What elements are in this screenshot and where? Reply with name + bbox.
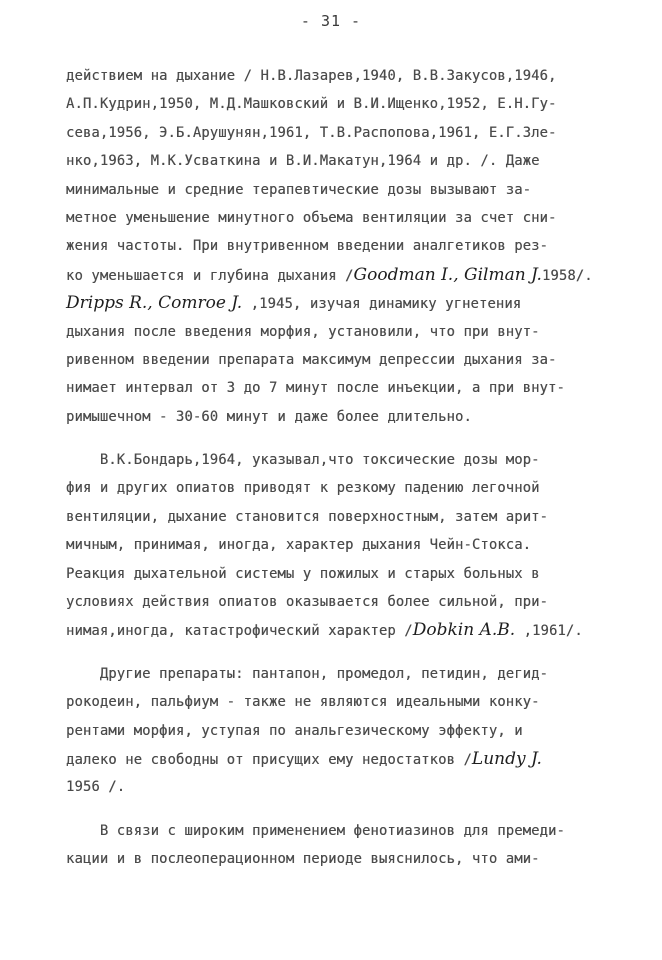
typed-text: 1956 /. [66, 779, 126, 796]
handwritten-citation: Lundy J. [471, 748, 542, 769]
typed-text: рокодеин, пальфиум - также не являются идеальными конку- [66, 694, 540, 711]
text-line [66, 773, 626, 801]
typed-text: жения частоты. При внутривенном введении аналгетиков рез- [66, 238, 549, 255]
typed-text: метное уменьшение минутного объема вентиляции за счет сни- [66, 209, 557, 226]
typed-text: нимая,иногда, катастрофический характер / [66, 623, 413, 640]
typed-text: ривенном введении препарата максимум депрессии дыхания за- [66, 351, 557, 368]
typed-text: дыхания после введения морфия, установили, что при внут- [66, 323, 540, 340]
paragraph [66, 446, 626, 645]
typed-text: условиях действия опиатов оказывается более сильной, при- [66, 594, 549, 611]
text-line [66, 474, 626, 502]
text-line [66, 90, 626, 118]
typed-text: ,1945, изучая динамику угнетения [242, 296, 522, 313]
text-line [66, 817, 626, 845]
text-line [66, 403, 626, 431]
typed-text: минимальные и средние терапевтические дозы вызывают за- [66, 181, 532, 198]
text-line [66, 745, 626, 773]
typed-text: далеко не свободны от присущих ему недостатков / [66, 751, 472, 768]
text-line [66, 717, 626, 745]
typed-text: вентиляции, дыхание становится поверхностным, затем арит- [66, 508, 549, 525]
text-line [66, 374, 626, 402]
handwritten-citation: Goodman I., Gilman J. [353, 264, 542, 285]
text-line [66, 588, 626, 616]
typed-text: мичным, принимая, иногда, характер дыхания Чейн-Стокса. [66, 537, 532, 554]
paragraph-gap [66, 431, 626, 446]
typed-text: фия и других опиатов приводят к резкому падению легочной [66, 480, 540, 497]
text-line [66, 688, 626, 716]
paragraph [66, 62, 626, 431]
text-line [66, 845, 626, 873]
text-line [66, 346, 626, 374]
text-line [66, 660, 626, 688]
text-line [66, 119, 626, 147]
paragraph-gap [66, 802, 626, 817]
typed-text: кации и в послеоперационном периоде выяснилось, что ами- [66, 851, 540, 868]
typed-text: А.П.Кудрин,1950, М.Д.Машковский и В.И.Ищенко,1952, Е.Н.Гу- [66, 96, 557, 113]
handwritten-citation: Dripps R., Comroe J. [66, 293, 243, 314]
paragraph [66, 817, 626, 874]
text-line [66, 176, 626, 204]
typed-text: В связи с широким применением фенотиазинов для премеди- [66, 822, 565, 839]
typed-text: ко уменьшается и глубина дыхания / [66, 267, 354, 284]
typed-text: рентами морфия, уступая по анальгезическому эффекту, и [66, 722, 523, 739]
text-line [66, 531, 626, 559]
typed-text: нимает интервал от 3 до 7 минут после инъекции, а при внут- [66, 380, 565, 397]
typed-text: Другие препараты: пантапон, промедол, петидин, дегид- [66, 665, 549, 682]
text-line [66, 147, 626, 175]
text-line [66, 62, 626, 90]
text-line [66, 289, 626, 317]
paragraph [66, 660, 626, 802]
typed-text: Реакция дыхательной системы у пожилых и старых больных в [66, 565, 540, 582]
typed-text: 1958/. [541, 267, 593, 284]
text-line [66, 503, 626, 531]
typed-text: сева,1956, Э.Б.Арушунян,1961, Т.В.Распопова,1961, Е.Г.Зле- [66, 124, 557, 141]
typed-text: В.К.Бондарь,1964, указывал,что токсические дозы мор- [66, 452, 540, 469]
paragraph-gap [66, 645, 626, 660]
text-line [66, 232, 626, 260]
typed-text: нко,1963, М.К.Усваткина и В.И.Макатун,1964 и др. /. Даже [66, 153, 540, 170]
typed-text: римышечном - 30-60 минут и даже более длительно. [66, 408, 472, 425]
typed-text: ,1961/. [515, 623, 583, 640]
handwritten-citation: Dobkin A.B. [412, 620, 516, 641]
page-number: - 31 - [300, 12, 362, 30]
text-line [66, 560, 626, 588]
text-line [66, 204, 626, 232]
text-line [66, 446, 626, 474]
text-line [66, 616, 626, 644]
text-line [66, 261, 626, 289]
text-body [66, 62, 626, 874]
typed-text: действием на дыхание / Н.В.Лазарев,1940, В.В.Закусов,1946, [66, 68, 557, 84]
text-line [66, 318, 626, 346]
